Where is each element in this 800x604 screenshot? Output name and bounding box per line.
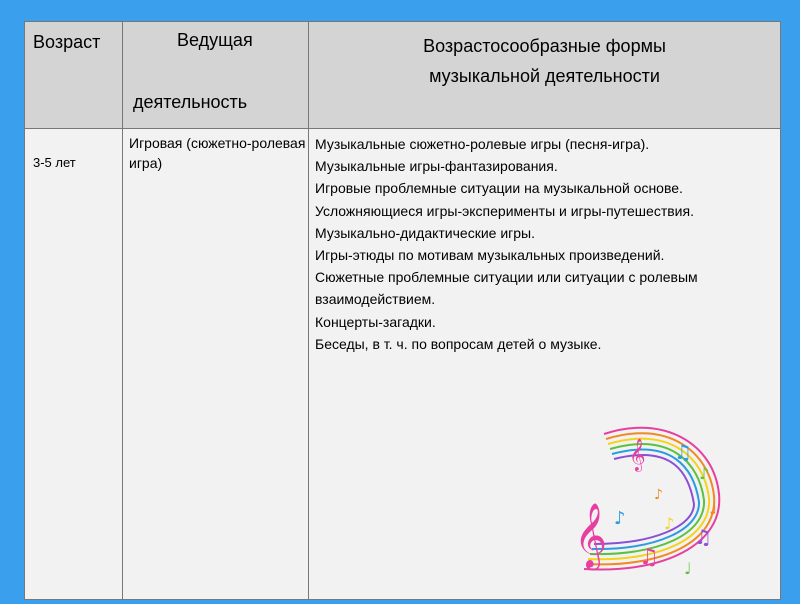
list-item: Беседы, в т. ч. по вопросам детей о музыке. bbox=[315, 335, 602, 352]
list-item: Музыкальные игры-фантазирования. bbox=[315, 158, 558, 175]
header-activity-line1: Ведущая bbox=[177, 30, 253, 50]
svg-text:♫: ♫ bbox=[639, 545, 659, 570]
slide bbox=[24, 21, 780, 600]
svg-text:♩: ♩ bbox=[709, 498, 718, 519]
svg-text:♪: ♪ bbox=[664, 514, 675, 533]
age-cell: 3-5 лет bbox=[25, 129, 123, 600]
svg-text:𝄞: 𝄞 bbox=[574, 503, 608, 568]
header-forms-line1: Возрастосообразные формы bbox=[423, 36, 666, 56]
header-activity bbox=[123, 22, 309, 129]
header-forms-line2: музыкальной деятельности bbox=[429, 66, 660, 86]
header-forms bbox=[309, 22, 781, 129]
list-item: Музыкально-дидактические игры. bbox=[315, 224, 535, 241]
list-item: Концерты-загадки. bbox=[315, 313, 436, 330]
svg-text:♫: ♫ bbox=[674, 440, 692, 464]
activity-cell: Игровая (сюжетно-ролевая игра) bbox=[123, 129, 309, 600]
svg-text:♩: ♩ bbox=[684, 559, 692, 578]
list-item: Игры-этюды по мотивам музыкальных произведений. bbox=[315, 247, 665, 264]
table-header-row bbox=[25, 22, 781, 129]
svg-text:♪: ♪ bbox=[699, 464, 710, 483]
list-item: Музыкальные сюжетно-ролевые игры (песня-игра). bbox=[315, 136, 650, 152]
header-age: Возраст bbox=[25, 22, 123, 129]
svg-text:𝄞: 𝄞 bbox=[629, 438, 646, 471]
music-notes-icon bbox=[544, 404, 754, 604]
header-activity-line2: деятельность bbox=[133, 92, 248, 112]
forms-list bbox=[315, 133, 774, 355]
svg-text:♪: ♪ bbox=[654, 487, 663, 503]
list-item: Усложняющиеся игры-эксперименты и игры-путешествия. bbox=[315, 202, 694, 219]
list-item: Сюжетные проблемные ситуации или ситуации с ролевым взаимодействием. bbox=[315, 269, 698, 308]
list-item: Игровые проблемные ситуации на музыкальной основе. bbox=[315, 180, 683, 197]
svg-text:♫: ♫ bbox=[694, 525, 712, 549]
svg-text:♪: ♪ bbox=[614, 508, 626, 529]
